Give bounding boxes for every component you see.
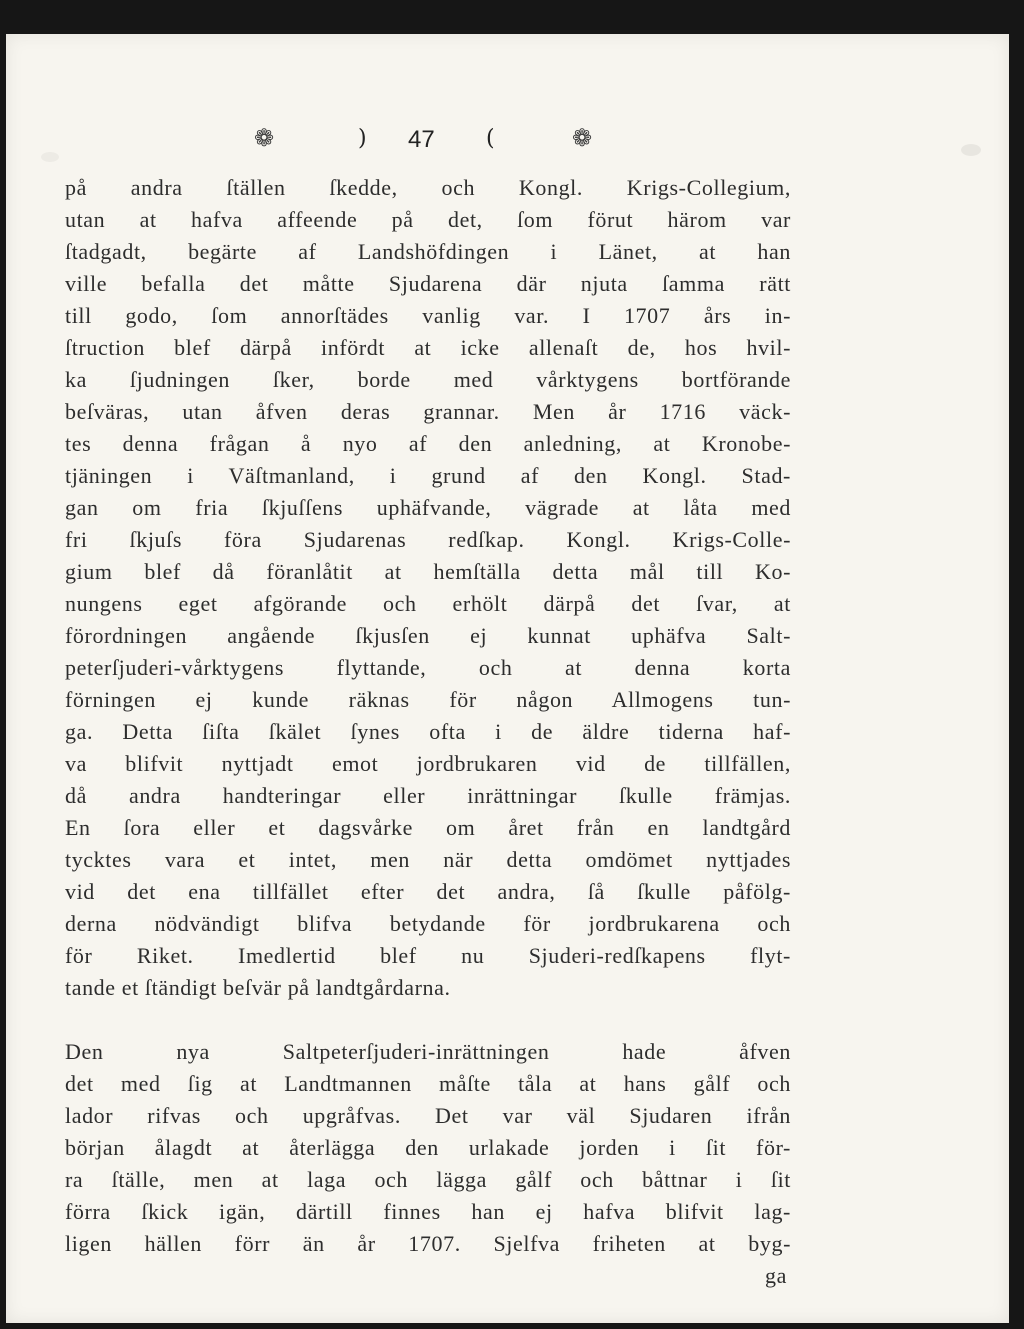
text-line: ſtadgadt, begärte af Landshöfdingen i Länet, at han [65,239,791,264]
catchword: ga [765,1263,787,1288]
text-line: förordningen angående ſkjusſen ej kunnat uphäfva Salt- [65,623,791,648]
text-line: tes denna frågan å nyo af den anledning, at Kronobe- [65,431,791,456]
text-line: lador rifvas och upgråfvas. Det var väl Sjudaren ifrån [65,1103,791,1128]
paragraph-2 [65,1036,791,1292]
text-line: ſtruction blef därpå infördt at icke allenaſt de, hos hvil- [65,335,791,360]
text-line: ville befalla det måtte Sjudarena där njuta ſamma rätt [65,271,791,296]
text-block [65,172,791,1292]
text-line: En ſora eller et dagsvårke om året från en landtgård [65,815,791,840]
text-line: det med ſig at Landtmannen måſte tåla at hans gålf och [65,1071,791,1096]
text-line: vid det ena tillfället efter det andra, ſå ſkulle påfölg- [65,879,791,904]
text-line: ka ſjudningen ſker, borde med vårktygens bortförande [65,367,791,392]
text-line: på andra ſtällen ſkedde, och Kongl. Krigs-Collegium, [65,175,791,200]
text-line: ligen hällen förr än år 1707. Sjelfva friheten at byg- [65,1231,791,1256]
left-ornament-icon: ❁ [254,124,275,152]
text-line: derna nödvändigt blifva betydande för jordbrukarena och [65,911,791,936]
text-line: beſväras, utan åfven deras grannar. Men år 1716 väck- [65,399,791,424]
text-line: till godo, ſom annorſtädes vanlig var. I 1707 års in- [65,303,791,328]
page-header [6,114,1009,164]
text-line: tycktes vara et intet, men när detta omdömet nyttjades [65,847,791,872]
paragraph-1 [65,172,791,1004]
text-line: ra ſtälle, men at laga och lägga gålf och båttnar i ſit [65,1167,791,1192]
left-paren: ) [358,126,367,151]
text-line: början ålagdt at återlägga den urlakade jorden i ſit för- [65,1135,791,1160]
book-page [6,34,1009,1323]
text-line: förningen ej kunde räknas för någon Allmogens tun- [65,687,791,712]
text-line: va blifvit nyttjadt emot jordbrukaren vid de tillfällen, [65,751,791,776]
text-line: utan at hafva affeende på det, ſom förut härom var [65,207,791,232]
text-line: tande et ſtändigt beſvär på landtgårdarna. [65,975,451,1000]
text-line: fri ſkjuſs föra Sjudarenas redſkap. Kongl. Krigs-Colle- [65,527,791,552]
text-line: gium blef då föranlåtit at hemſtälla detta mål till Ko- [65,559,791,584]
text-line: då andra handteringar eller inrättningar ſkulle främjas. [65,783,791,808]
text-line: gan om fria ſkjuſſens uphäfvande, vägrade at låta med [65,495,791,520]
text-line: peterſjuderi-vårktygens flyttande, och at denna korta [65,655,791,680]
text-line: nungens eget afgörande och erhölt därpå det ſvar, at [65,591,791,616]
text-line: ga. Detta ſiſta ſkälet ſynes ofta i de äldre tiderna haf- [65,719,791,744]
text-line: tjäningen i Väſtmanland, i grund af den Kongl. Stad- [65,463,791,488]
text-line: för Riket. Imedlertid blef nu Sjuderi-redſkapens flyt- [65,943,791,968]
text-line: Den nya Saltpeterſjuderi-inrättningen hade åfven [65,1039,791,1064]
page-number: 47 [408,126,435,153]
text-line: förra ſkick igän, därtill finnes han ej hafva blifvit lag- [65,1199,791,1224]
right-ornament-icon: ❁ [572,124,593,152]
right-paren: ( [486,126,495,151]
